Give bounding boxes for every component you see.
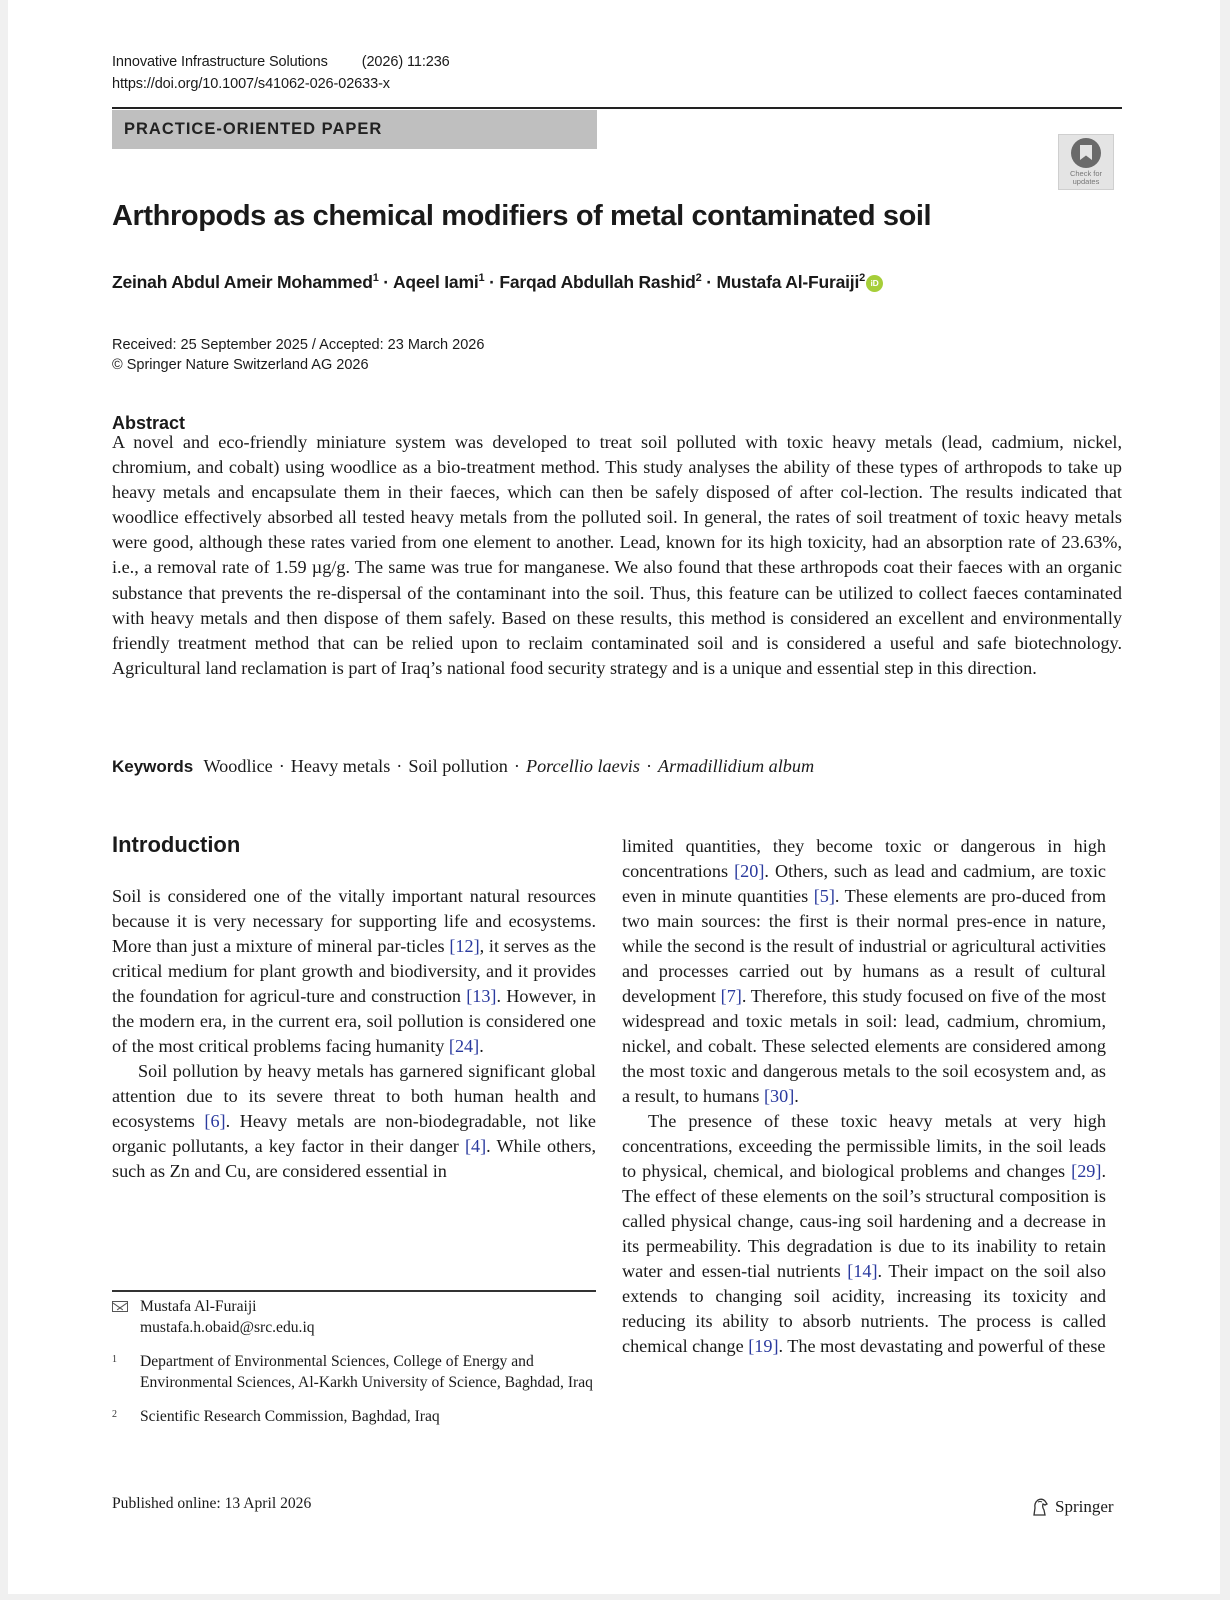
keyword-separator: · [278, 756, 285, 776]
footnote-rule [112, 1290, 596, 1292]
text-run: . [479, 1036, 484, 1056]
text-run: . These elements are pro-duced from two main sources: the first is their normal pres-ence in nature, while the second is the result of industrial or agricultural activities and processes carried out by humans as a result of cultural development [622, 886, 1106, 1006]
text-run: . The effect of these elements on the soil’s structural composition is called physical change, caus-ing soil hardening and a decrease in its permeability. This degradation is due to its inability to retain water and essen-tial nutrients [622, 1161, 1106, 1281]
citation-link[interactable]: [30] [763, 1086, 795, 1106]
citation-link[interactable]: [14] [847, 1261, 878, 1281]
journal-header [112, 52, 450, 73]
author-name[interactable]: Zeinah Abdul Ameir Mohammed [112, 272, 373, 292]
citation-link[interactable]: [19] [748, 1336, 779, 1356]
citation-link[interactable]: [13] [466, 986, 497, 1006]
author-name[interactable]: Aqeel Iami [392, 272, 479, 292]
keyword: Armadillidium album [658, 756, 815, 776]
text-run: . Their impact on the soil also extends to changing soil acidity, increasing its toxicity and reducing its ability to absorb nutrients. The process is called chemical change [622, 1261, 1106, 1356]
abstract-text: A novel and eco-friendly miniature system was developed to treat soil polluted with toxic heavy metals (lead, cadmium, nickel, chromium, and cobalt) using woodlice as a bio-treatment method. This study analyses the ability of these types of arthropods to take up heavy metals and encapsulate them in their faeces, which can then be safely disposed of after col-lection. The results indicated that woodlice effectively absorbed all tested heavy metals from the polluted soil. In general, the rates of soil treatment of toxic heavy metals were good, although these rates varied from one element to another. Lead, known for its high toxicity, had an absorption rate of 23.63%, i.e., a removal rate of 1.59 µg/g. The same was true for manganese. We also found that these arthropods coat their faeces with an organic substance that prevents the re-dispersal of the contaminant into the soil. Thus, this feature can be utilized to collect faeces contaminated with heavy metals and then dispose of them safely. Based on these results, this method is considered an excellent and environmentally friendly treatment method that can be relied upon to reclaim contaminated soil and is considered a useful and safe biotechnology. Agricultural land reclamation is part of Iraq’s national food security strategy and is a unique and essential step in this direction. [112, 432, 1122, 678]
author-name[interactable]: Farqad Abdullah Rashid [499, 272, 696, 292]
text-run: . However, in the modern era, in the current era, soil pollution is considered one of the most critical problems facing humanity [112, 986, 596, 1056]
affiliation-marker: 2 [859, 272, 866, 284]
citation-link[interactable]: [6] [204, 1111, 226, 1131]
article-title: Arthropods as chemical modifiers of metal contaminated soil [112, 200, 932, 232]
citation-link[interactable]: [7] [720, 986, 742, 1006]
text-run: . Heavy metals are non-biodegradable, not like organic pollutants, a key factor in their danger [112, 1111, 596, 1156]
keyword: Soil pollution [408, 756, 508, 776]
orcid-icon[interactable]: iD [866, 275, 883, 292]
paragraph [622, 834, 1106, 1109]
text-run: . The most devastating and powerful of these [778, 1336, 1106, 1356]
keyword-separator: · [396, 756, 403, 776]
paper-page [8, 0, 1220, 1594]
affiliation [112, 1407, 596, 1428]
published-date: Published online: 13 April 2026 [112, 1495, 312, 1512]
footnotes [112, 1297, 596, 1442]
citation-link[interactable]: [4] [464, 1136, 487, 1156]
citation-link[interactable]: [29] [1071, 1161, 1102, 1181]
keyword: Porcellio laevis [525, 756, 640, 776]
text-run: . [794, 1086, 799, 1106]
article-dates [112, 335, 484, 375]
author-separator: · [706, 272, 712, 292]
citation-link[interactable]: [5] [813, 886, 835, 906]
keyword-separator: · [645, 756, 652, 776]
envelope-icon [112, 1301, 128, 1312]
affiliation-marker: 2 [695, 272, 702, 284]
received-accepted: Received: 25 September 2025 / Accepted: 23 March 2026 [112, 337, 485, 353]
bookmark-icon [1071, 138, 1101, 168]
keyword: Woodlice [203, 756, 273, 776]
corresponding-name: Mustafa Al-Furaiji [140, 1298, 257, 1315]
affiliation-number: 1 [112, 1354, 117, 1365]
affiliation [112, 1352, 596, 1393]
copyright: © Springer Nature Switzerland AG 2026 [112, 357, 369, 373]
text-run: , it serves as the critical medium for plant growth and biodiversity, and it provides the foundation for agricul-ture and construction [112, 936, 596, 1006]
article-category: PRACTICE-ORIENTED PAPER [112, 110, 597, 149]
volume-info: (2026) 11:236 [361, 54, 450, 70]
citation-link[interactable]: [24] [448, 1036, 480, 1056]
doi-link[interactable]: https://doi.org/10.1007/s41062-026-02633-x [112, 76, 390, 92]
paragraph [112, 884, 596, 1059]
header-rule [112, 107, 1122, 109]
affiliation-number: 2 [112, 1409, 117, 1420]
check-updates-label: Check for updates [1069, 169, 1103, 186]
text-run: . While others, such as Zn and Cu, are considered essential in [112, 1136, 596, 1181]
author-list [112, 272, 883, 293]
affiliation-marker: 1 [478, 272, 485, 284]
keywords [112, 754, 814, 779]
check-for-updates-button[interactable] [1058, 134, 1114, 190]
abstract-heading: Abstract [112, 413, 186, 433]
keywords-label: Keywords [112, 757, 194, 776]
left-column [112, 884, 596, 1184]
text-run: . Therefore, this study focused on five of the most widespread and toxic metals in soil: lead, cadmium, chromium, nickel, and cobalt. These selected elements are considered among the most toxic and dangerous metals to the soil ecosystem and, as a result, to humans [622, 986, 1106, 1106]
keyword-separator: · [513, 756, 520, 776]
paragraph [622, 1109, 1106, 1359]
author-separator: · [383, 272, 389, 292]
section-heading-introduction: Introduction [112, 832, 241, 857]
author-name[interactable]: Mustafa Al-Furaiji [716, 272, 860, 292]
text-run: The presence of these toxic heavy metals at very high concentrations, exceeding the permissible limits, in the soil leads to physical, chemical, and biological problems and changes [622, 1111, 1106, 1181]
publisher-logo [1030, 1497, 1114, 1517]
corresponding-author [112, 1297, 596, 1338]
citation-link[interactable]: [20] [734, 861, 765, 881]
text-run: Soil pollution by heavy metals has garnered significant global attention due to its severe threat to both human health and ecosystems [112, 1061, 596, 1131]
author-separator: · [489, 272, 495, 292]
corresponding-email[interactable]: mustafa.h.obaid@src.edu.iq [140, 1318, 315, 1336]
right-column [622, 834, 1106, 1359]
publisher-name: Springer [1055, 1497, 1114, 1516]
affiliation-marker: 1 [372, 272, 379, 284]
text-run: limited quantities, they become toxic or dangerous in high concentrations [622, 836, 1106, 881]
text-run: . Others, such as lead and cadmium, are toxic even in minute quantities [622, 861, 1106, 906]
affiliation-text: Department of Environmental Sciences, College of Energy and Environmental Sciences, Al-Karkh University of Science, Baghdad, Iraq [140, 1353, 593, 1391]
journal-name: Innovative Infrastructure Solutions [112, 54, 328, 70]
citation-link[interactable]: [12] [449, 936, 480, 956]
paragraph [112, 1059, 596, 1184]
text-run: Soil is considered one of the vitally important natural resources because it is very necessary for supporting life and ecosystems. More than just a mixture of mineral par-ticles [112, 886, 596, 956]
springer-horse-icon [1030, 1497, 1050, 1517]
affiliation-text: Scientific Research Commission, Baghdad, Iraq [140, 1408, 440, 1425]
keyword: Heavy metals [290, 756, 391, 776]
